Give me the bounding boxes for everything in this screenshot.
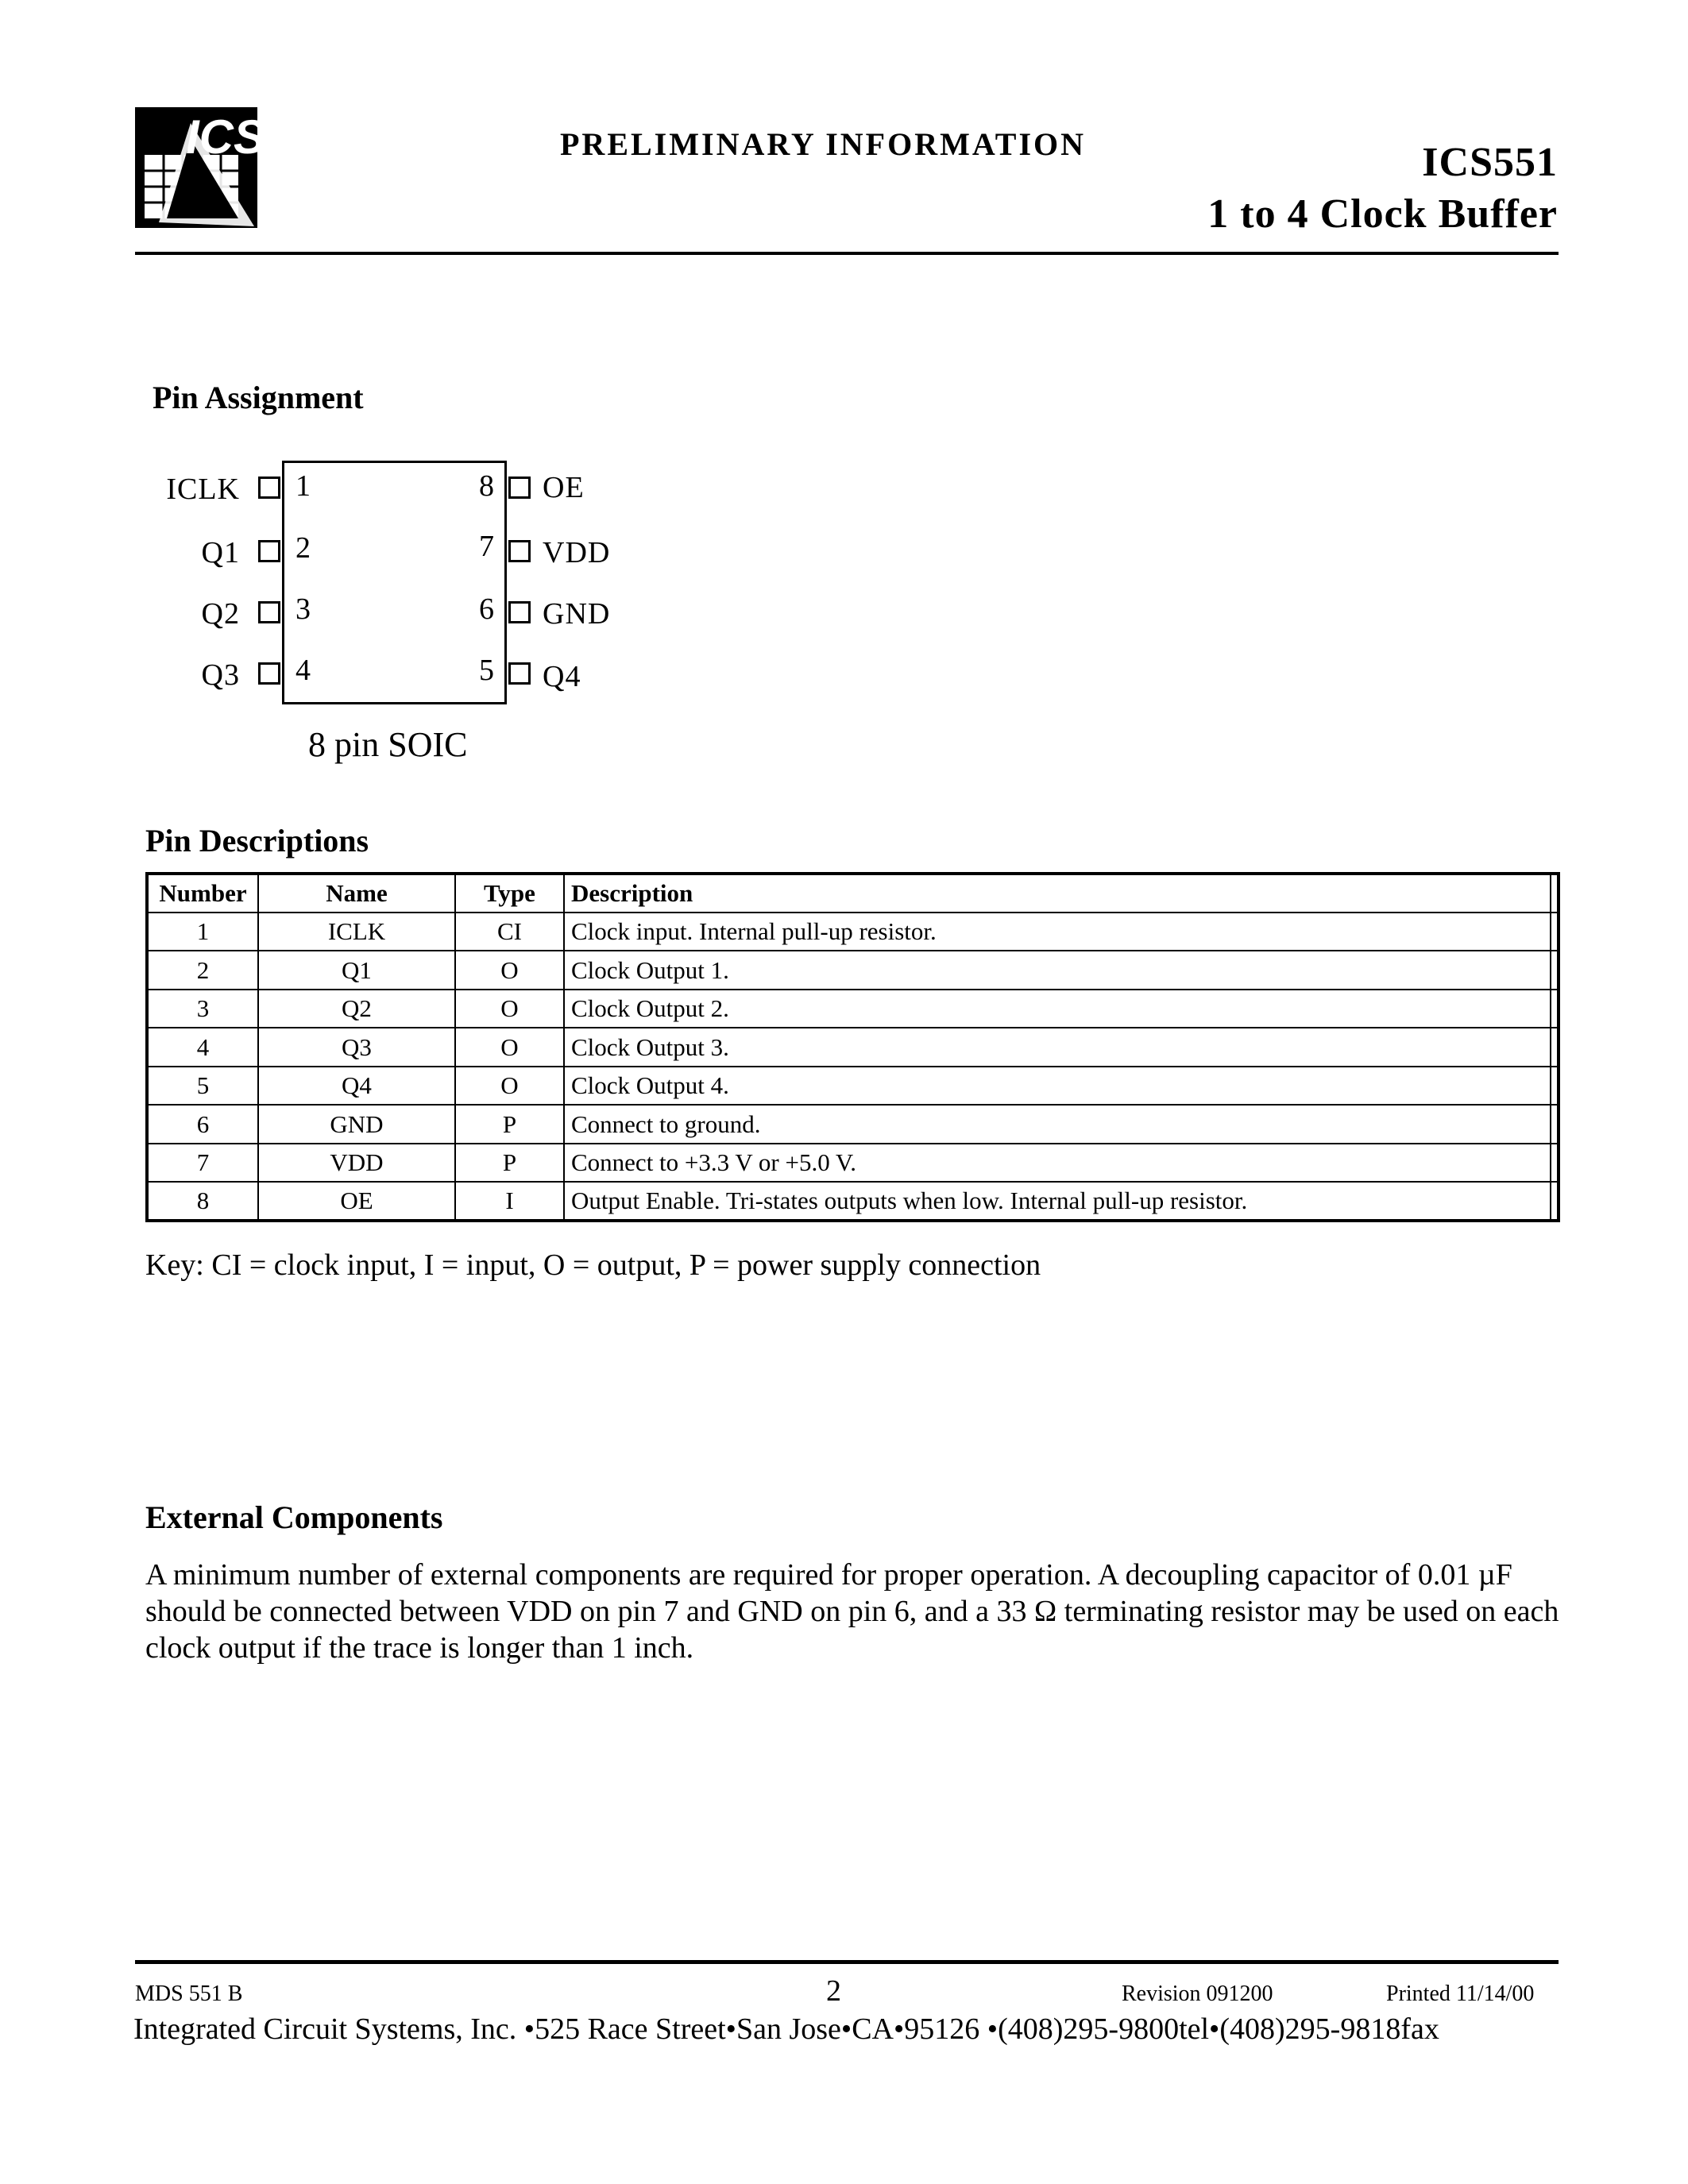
cell-name: ICLK — [258, 913, 455, 951]
table-row — [147, 1144, 1559, 1183]
preliminary-label: PRELIMINARY INFORMATION — [560, 126, 1087, 162]
cell-type: O — [455, 990, 564, 1028]
cell-description: Clock Output 1. — [564, 951, 1551, 990]
table-row — [147, 1182, 1559, 1221]
column-header-name: Name — [258, 874, 455, 913]
column-header-number: Number — [147, 874, 258, 913]
page-title: 1 to 4 Clock Buffer — [1207, 191, 1558, 237]
cell-type: CI — [455, 913, 564, 951]
table-row — [147, 990, 1559, 1028]
pin-name-q1: Q1 — [201, 536, 240, 569]
pin-pad-5 — [508, 662, 531, 685]
pin-name-vdd: VDD — [543, 536, 611, 569]
cell-description: Clock Output 4. — [564, 1067, 1551, 1106]
pin-descriptions-heading: Pin Descriptions — [145, 823, 369, 859]
cell-type: O — [455, 951, 564, 990]
cell-number: 2 — [147, 951, 258, 990]
cell-spacer — [1551, 951, 1559, 990]
pin-number-5: 5 — [479, 654, 494, 687]
cell-spacer — [1551, 1182, 1559, 1221]
pin-number-4: 4 — [295, 654, 311, 687]
pin-name-q3: Q3 — [201, 658, 240, 692]
cell-name: VDD — [258, 1144, 455, 1183]
cell-description: Clock input. Internal pull-up resistor. — [564, 913, 1551, 951]
cell-number: 6 — [147, 1105, 258, 1144]
cell-spacer — [1551, 1028, 1559, 1067]
pin-name-q2: Q2 — [201, 597, 240, 631]
cell-number: 3 — [147, 990, 258, 1028]
pin-assignment-heading: Pin Assignment — [153, 380, 364, 415]
printed-date: Printed 11/14/00 — [1386, 1981, 1535, 2006]
cell-spacer — [1551, 1067, 1559, 1106]
cell-name: Q1 — [258, 951, 455, 990]
table-row — [147, 951, 1559, 990]
external-components-text: A minimum number of external components are required for proper operation. A decoupling capacitor of 0.01 µF should be connected between VDD on pin 7 and GND on pin 6, and a 33 Ω terminating resistor may be used on each clock output if the trace is longer than 1 inch. — [145, 1558, 1559, 1665]
pin-pad-8 — [508, 477, 531, 499]
pin-pad-4 — [258, 662, 280, 685]
chip-body — [282, 461, 507, 704]
cell-name: Q2 — [258, 990, 455, 1028]
cell-description: Clock Output 2. — [564, 990, 1551, 1028]
revision: Revision 091200 — [1122, 1981, 1273, 2006]
cell-spacer — [1551, 913, 1559, 951]
pin-pad-6 — [508, 601, 531, 623]
part-number: ICS551 — [1422, 140, 1558, 185]
cell-type: O — [455, 1028, 564, 1067]
pin-number-1: 1 — [295, 469, 311, 503]
cell-number: 7 — [147, 1144, 258, 1183]
company-address: Integrated Circuit Systems, Inc. •525 Race Street•San Jose•CA•95126 •(408)295-9800tel•(408)295-9818fax — [133, 2012, 1439, 2046]
cell-name: GND — [258, 1105, 455, 1144]
cell-number: 5 — [147, 1067, 258, 1106]
cell-description: Output Enable. Tri-states outputs when low. Internal pull-up resistor. — [564, 1182, 1551, 1221]
cell-type: I — [455, 1182, 564, 1221]
cell-number: 1 — [147, 913, 258, 951]
pin-descriptions-table — [145, 872, 1560, 1222]
cell-type: P — [455, 1105, 564, 1144]
pin-number-8: 8 — [479, 469, 494, 503]
pin-name-iclk: ICLK — [166, 473, 240, 506]
pin-number-7: 7 — [479, 530, 494, 563]
pin-pad-1 — [258, 477, 280, 499]
doc-id: MDS 551 B — [135, 1981, 243, 2006]
column-header-description: Description — [564, 874, 1551, 913]
cell-name: OE — [258, 1182, 455, 1221]
pin-name-q4: Q4 — [543, 660, 581, 693]
pin-number-3: 3 — [295, 592, 311, 626]
cell-number: 4 — [147, 1028, 258, 1067]
table-header-row — [147, 874, 1559, 913]
pin-pad-2 — [258, 540, 280, 562]
cell-name: Q3 — [258, 1028, 455, 1067]
column-header-type: Type — [455, 874, 564, 913]
ics-logo — [135, 107, 266, 228]
column-spacer — [1551, 874, 1559, 913]
table-row — [147, 1105, 1559, 1144]
package-label: 8 pin SOIC — [308, 725, 468, 764]
pin-name-oe: OE — [543, 471, 585, 504]
pin-number-2: 2 — [295, 531, 311, 565]
pin-number-6: 6 — [479, 592, 494, 626]
cell-description: Connect to ground. — [564, 1105, 1551, 1144]
table-row — [147, 1028, 1559, 1067]
cell-description: Clock Output 3. — [564, 1028, 1551, 1067]
external-components-heading: External Components — [145, 1499, 443, 1535]
table-row — [147, 1067, 1559, 1106]
page-number: 2 — [826, 1974, 841, 2008]
cell-type: O — [455, 1067, 564, 1106]
cell-name: Q4 — [258, 1067, 455, 1106]
header-divider — [135, 252, 1559, 255]
cell-spacer — [1551, 990, 1559, 1028]
cell-description: Connect to +3.3 V or +5.0 V. — [564, 1144, 1551, 1183]
type-key: Key: CI = clock input, I = input, O = output, P = power supply connection — [145, 1248, 1041, 1282]
footer-divider — [135, 1960, 1559, 1964]
table-row — [147, 913, 1559, 951]
cell-spacer — [1551, 1144, 1559, 1183]
pin-pad-3 — [258, 601, 280, 623]
cell-spacer — [1551, 1105, 1559, 1144]
cell-number: 8 — [147, 1182, 258, 1221]
cell-type: P — [455, 1144, 564, 1183]
logo-text: ICS — [186, 110, 266, 164]
pin-name-gnd: GND — [543, 597, 611, 631]
pin-pad-7 — [508, 540, 531, 562]
